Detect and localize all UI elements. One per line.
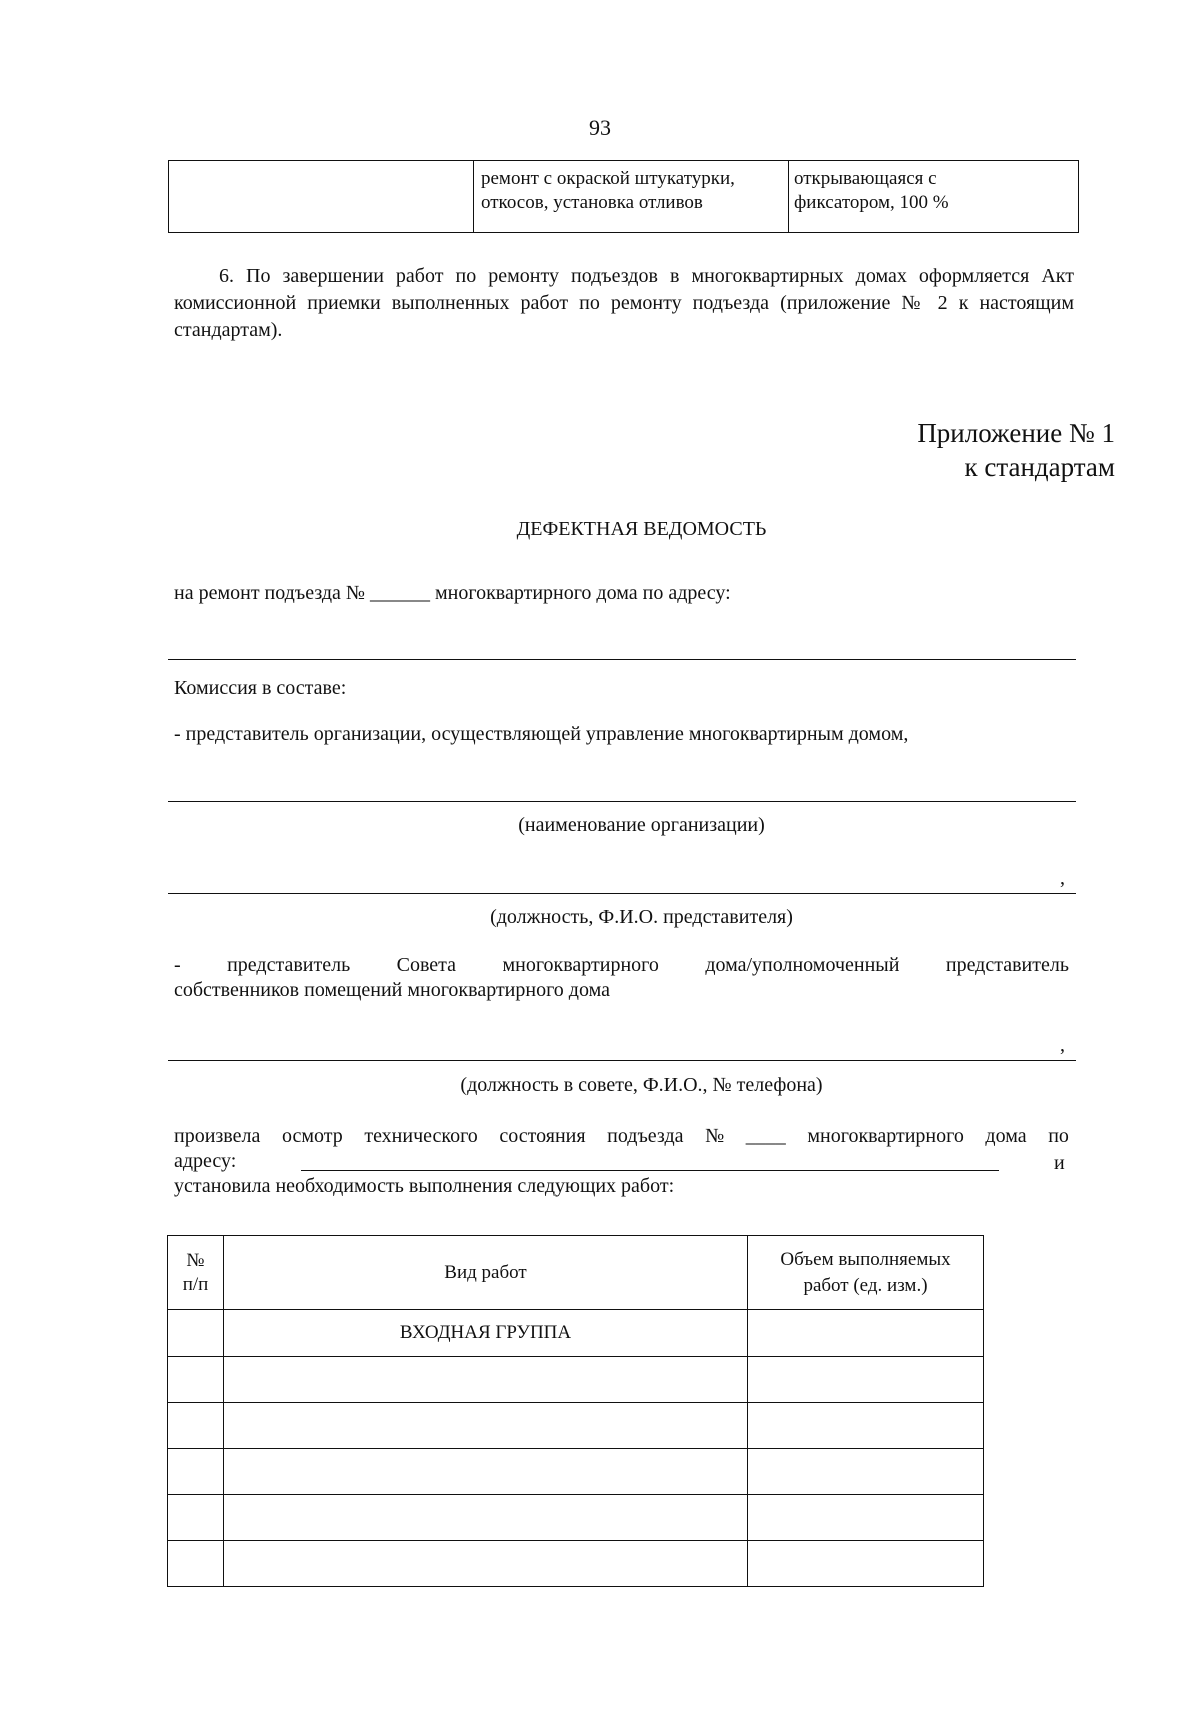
cell-type [224, 1403, 748, 1449]
header-num-line1: № [186, 1249, 205, 1271]
header-type: Вид работ [224, 1236, 748, 1310]
caption-council: (должность в совете, Ф.И.О., № телефона) [460, 1074, 823, 1096]
word: многоквартирного [807, 1125, 964, 1147]
council-rep-line2: собственников помещений многоквартирного дома [174, 979, 610, 1001]
council-fill-line [168, 1060, 1076, 1061]
table-cell-result: открывающаяся с фиксатором, 100 % [789, 161, 1079, 233]
cell-num [168, 1449, 224, 1495]
org-name-fill-line [168, 801, 1076, 802]
document-title: ДЕФЕКТНАЯ ВЕДОМОСТЬ [516, 518, 767, 540]
cell-volume [748, 1495, 984, 1541]
cell-volume [748, 1541, 984, 1587]
page-number: 93 [589, 115, 611, 140]
word: дома/уполномоченный [705, 954, 900, 976]
word: подъезда [607, 1125, 684, 1147]
appendix-line2: к стандартам [964, 452, 1115, 482]
address-fill-line [168, 659, 1076, 660]
word: дома [985, 1125, 1027, 1147]
cell-num [168, 1495, 224, 1541]
inspection-line1 [174, 1124, 1069, 1149]
word: - [174, 954, 181, 976]
comma-1: , [1060, 867, 1065, 889]
address-prefix: на ремонт подъезда № [174, 582, 365, 604]
table-row [168, 1449, 984, 1495]
position-fio-fill-line [168, 893, 1076, 894]
inspection-address-fill-line [301, 1170, 999, 1171]
commission-label: Комиссия в составе: [174, 677, 347, 699]
table-row [168, 1541, 984, 1587]
word: технического [364, 1125, 478, 1147]
table-row [168, 1403, 984, 1449]
word: осмотр [281, 1125, 343, 1147]
cell-num [168, 1357, 224, 1403]
comma-2: , [1060, 1034, 1065, 1056]
table-row [168, 1357, 984, 1403]
inspection-and: и [1054, 1152, 1065, 1174]
paragraph-6: 6. По завершении работ по ремонту подъездов в многоквартирных домах оформляется Акт комиссионной приемки выполненных работ по ремонту подъезда (приложение № 2 к настоящим стандартам). [174, 265, 1074, 341]
cell-volume [748, 1449, 984, 1495]
word: произвела [174, 1125, 261, 1147]
cell-type: ВХОДНАЯ ГРУППА [224, 1310, 748, 1357]
appendix-heading [760, 416, 1115, 484]
word: представитель [945, 954, 1069, 976]
cell-volume [748, 1310, 984, 1357]
header-volume-line2: работ (ед. изм.) [803, 1274, 928, 1296]
cell-volume [748, 1403, 984, 1449]
table-row [169, 161, 1079, 233]
table-cell-empty [169, 161, 474, 233]
continuation-table [168, 160, 1079, 233]
works-table-header [168, 1236, 984, 1310]
word: ____ [745, 1125, 786, 1147]
cell-type [224, 1495, 748, 1541]
cell-num [168, 1541, 224, 1587]
word: Совета [396, 954, 457, 976]
address-number-blank: ______ [370, 582, 430, 604]
word: состояния [499, 1125, 586, 1147]
header-num [168, 1236, 224, 1310]
table-cell-work: ремонт с окраской штукатурки, откосов, установка отливов [474, 161, 789, 233]
caption-position-fio: (должность, Ф.И.О. представителя) [490, 906, 793, 928]
appendix-line1: Приложение № 1 [917, 418, 1115, 448]
address-suffix: многоквартирного дома по адресу: [435, 582, 731, 604]
works-table [167, 1235, 984, 1587]
word: многоквартирного [502, 954, 659, 976]
inspection-line3: установила необходимость выполнения следующих работ: [174, 1175, 675, 1197]
inspection-address-label: адресу: [174, 1150, 237, 1172]
cell-volume [748, 1357, 984, 1403]
cell-type [224, 1541, 748, 1587]
word: представитель [227, 954, 351, 976]
cell-type [224, 1449, 748, 1495]
header-volume [748, 1236, 984, 1310]
address-line [174, 581, 1074, 606]
header-num-line2: п/п [182, 1273, 209, 1295]
table-row [168, 1310, 984, 1357]
table-row [168, 1495, 984, 1541]
header-volume-line1: Объем выполняемых [780, 1248, 951, 1270]
cell-type [224, 1357, 748, 1403]
cell-num [168, 1403, 224, 1449]
cell-num [168, 1310, 224, 1357]
caption-org-name: (наименование организации) [518, 814, 765, 836]
word: по [1048, 1125, 1069, 1147]
council-rep-line1 [174, 953, 1069, 978]
word: № [705, 1125, 725, 1147]
org-representative-line: - представитель организации, осуществляющей управление многоквартирным домом, [174, 723, 909, 745]
